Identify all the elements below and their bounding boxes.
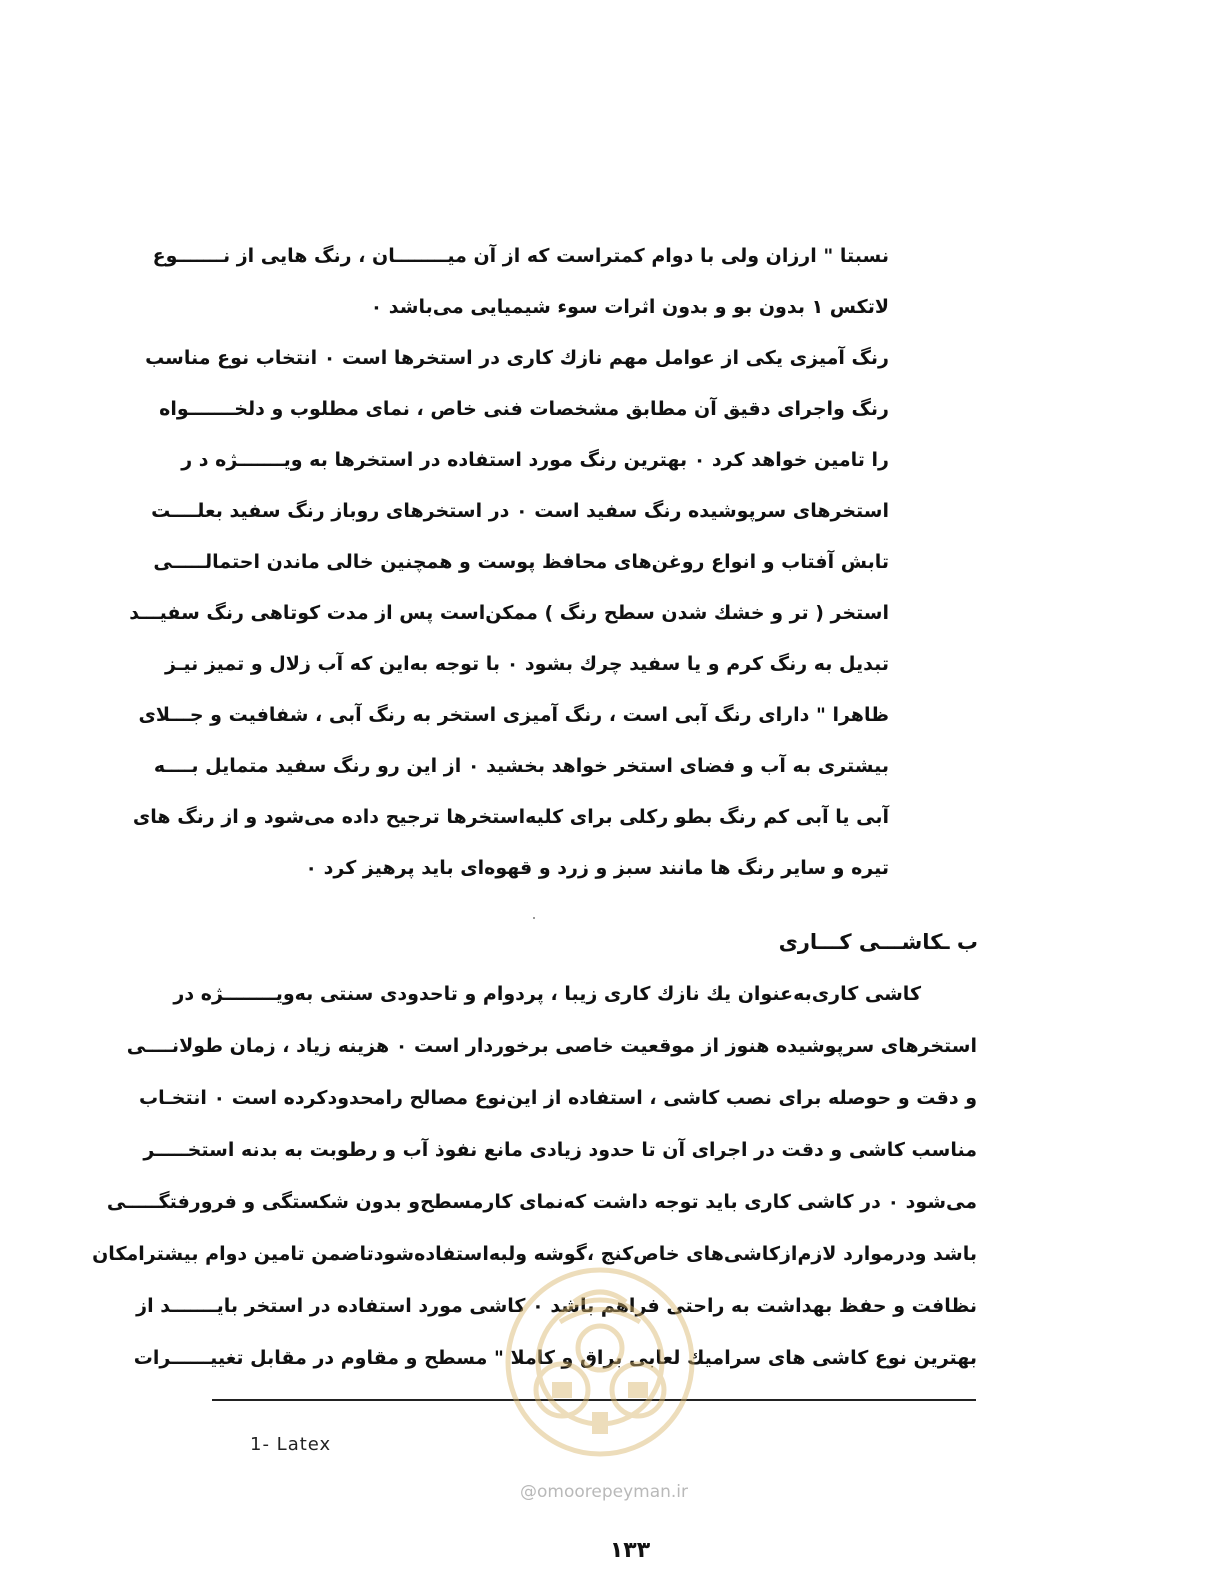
text-line: تبدیل به رنگ کرم و یا سفید چرك بشود ۰ با توجه به‌این که آب زلال و تمیز نیـز (165, 653, 889, 675)
text-line: را تامین خواهد کرد ۰ بهترین رنگ مورد استفاده در استخرها به ویـــــــژه د ر (181, 449, 889, 471)
paragraph-paint (129, 236, 889, 899)
seal-stamp-icon (500, 1262, 700, 1462)
section-heading: ب ـکاشـــی کـــاری (778, 930, 978, 954)
text-line: باشد ودرموارد لازم‌ازکاشی‌های خاص‌کنج ،گوشه ولبه‌استفاده‌شودتاضمن تامین دوام بیشترامکان (92, 1243, 977, 1265)
text-line: استخر ( تر و خشك شدن سطح رنگ ) ممکن‌است پس از مدت کوتاهی رنگ سفیـــد (129, 602, 889, 624)
text-line: استخرهای سرپوشیده هنوز از موقعیت خاصی برخوردار است ۰ هزینه زیاد ، زمان طولانــــی (126, 1035, 977, 1057)
text-line: رنگ آمیزی یکی از عوامل مهم نازك کاری در استخرها است ۰ انتخاب نوع مناسب (145, 347, 889, 369)
text-line: آبی یا آبی کم رنگ بطو رکلی برای کلیه‌استخرها ترجیح داده می‌شود و از رنگ های (132, 806, 889, 828)
text-line: می‌شود ۰ در کاشی کاری باید توجه داشت که‌نمای کارمسطح‌و بدون شکستگی و فرورفتگـــــی (106, 1191, 977, 1213)
text-line: ظاهرا " دارای رنگ آبی است ، رنگ آمیزی استخر به رنگ آبی ، شفافیت و جـــلای (138, 704, 889, 726)
scan-speck (533, 917, 535, 919)
watermark (520, 1482, 688, 1502)
footnote: 1- Latex (250, 1434, 332, 1455)
text-line: رنگ واجرای دقیق آن مطابق مشخصات فنی خاص ، نمای مطلوب و دلخـــــــواه (159, 398, 889, 420)
text-line: لاتکس ۱ بدون بو و بدون اثرات سوء شیمیایی می‌باشد ۰ (370, 296, 889, 318)
text-line: کاشی کاری‌به‌عنوان یك نازك کاری زیبا ، پردوام و تاحدودی سنتی به‌ویــــــــژه در (173, 983, 921, 1005)
watermark-url: omoorepeyman.ir (537, 1482, 689, 1502)
text-line: تیره و سایر رنگ ها مانند سبز و زرد و قهوه‌ای باید پرهیز کرد ۰ (305, 857, 889, 879)
text-line: نسبتا " ارزان ولی با دوام کمتراست که از آن میــــــــان ، رنگ هایی از نـــــــوع (152, 245, 889, 267)
text-line: تابش آفتاب و انواع روغن‌های محافظ پوست و همچنین خالی ماندن احتمالـــــی (153, 551, 889, 573)
page-number: ۱۳۳ (609, 1538, 651, 1563)
text-line: و دقت و حوصله برای نصب کاشی ، استفاده از این‌نوع مصالح رامحدودکرده است ۰ انتخـاب (139, 1087, 977, 1109)
text-line: بهترین نوع کاشی های سرامیك لعابی براق و کاملا " مسطح و مقاوم در مقابل تغییــــــرات (133, 1347, 977, 1369)
at-icon: @ (520, 1482, 537, 1502)
text-line: نظافت و حفظ بهداشت به راحتی فراهم باشد ۰ کاشی مورد استفاده در استخر بایـــــــد از (136, 1295, 977, 1317)
text-line: مناسب کاشی و دقت در اجرای آن تا حدود زیادی مانع نفوذ آب و رطوبت به بدنه استخـــــر (143, 1139, 977, 1161)
text-line: استخرهای سرپوشیده رنگ سفید است ۰ در استخرهای روباز رنگ سفید بعلــــت (151, 500, 889, 522)
text-line: بیشتری به آب و فضای استخر خواهد بخشید ۰ از این رو رنگ سفید متمایل بــــه (153, 755, 889, 777)
